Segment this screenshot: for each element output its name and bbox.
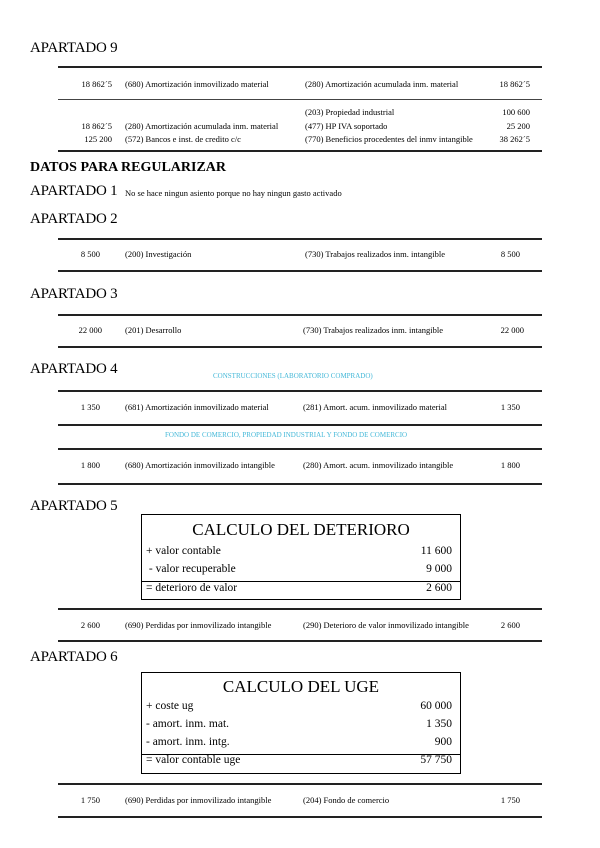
note-text: No se hace ningun asiento porque no hay ningun gasto activado <box>125 188 342 198</box>
amount-right: 38 262´5 <box>499 134 530 144</box>
amount-right: 1 800 <box>500 460 520 470</box>
calc-label: - valor recuperable <box>146 563 236 575</box>
calc-row <box>146 582 452 600</box>
box-title: CALCULO DEL UGE <box>222 677 380 696</box>
calc-label: + valor contable <box>146 545 221 557</box>
credit-account: (730) Trabajos realizados inm. intangible <box>303 325 443 335</box>
calc-label: - amort. inm. mat. <box>146 718 230 730</box>
rule <box>58 99 542 100</box>
rule <box>58 424 542 426</box>
amount-right: 100 600 <box>502 107 530 117</box>
rule <box>58 66 542 68</box>
calc-label: + coste ug <box>146 700 194 712</box>
apartado-5-title: APARTADO 5 <box>30 498 118 514</box>
amount-left: 125 200 <box>84 134 112 144</box>
amount-left: 1 750 <box>80 795 100 805</box>
rule <box>58 608 542 610</box>
calc-row <box>146 545 452 563</box>
amount-left: 18 862´5 <box>81 79 112 89</box>
amount-left: 1 350 <box>80 402 100 412</box>
calc-label: = valor contable uge <box>146 754 241 766</box>
credit-account: (280) Amortización acumulada inm. material <box>305 79 459 89</box>
credit-account: (281) Amort. acum. inmovilizado material <box>303 402 447 412</box>
calc-value: 60 000 <box>420 700 452 712</box>
apartado-6-title: APARTADO 6 <box>30 649 118 665</box>
credit-account: (204) Fondo de comercio <box>303 795 390 805</box>
rule <box>58 270 542 272</box>
caption: CONSTRUCCIONES (LABORATORIO COMPRADO) <box>213 372 373 380</box>
debit-account: (201) Desarrollo <box>125 325 182 335</box>
amount-left: 2 600 <box>80 620 100 630</box>
calc-label: - amort. inm. intg. <box>146 736 230 748</box>
calc-row <box>146 754 452 772</box>
debit-account: (690) Perdidas por inmovilizado intangible <box>125 795 272 805</box>
rule <box>58 150 542 152</box>
rule <box>58 314 542 316</box>
calc-row <box>146 718 452 736</box>
apartado-9-title: APARTADO 9 <box>30 40 118 56</box>
apartado-1-title: APARTADO 1 <box>30 183 118 199</box>
calc-label: = deterioro de valor <box>146 582 238 594</box>
calc-value: 11 600 <box>420 545 452 557</box>
debit-account: (280) Amortización acumulada inm. material <box>125 121 279 131</box>
box-title: CALCULO DEL DETERIORO <box>192 520 410 539</box>
amount-left: 8 500 <box>80 249 100 259</box>
amount-left: 1 800 <box>80 460 100 470</box>
rule <box>58 483 542 485</box>
calc-value: 57 750 <box>420 754 452 766</box>
apartado-3-title: APARTADO 3 <box>30 286 118 302</box>
amount-right: 8 500 <box>500 249 520 259</box>
section-heading: DATOS PARA REGULARIZAR <box>30 160 227 175</box>
rule <box>58 783 542 785</box>
calc-value: 9 000 <box>426 563 452 575</box>
amount-right: 1 750 <box>500 795 520 805</box>
amount-right: 25 200 <box>506 121 530 131</box>
calc-value: 2 600 <box>426 582 452 594</box>
amount-right: 22 000 <box>500 325 524 335</box>
calc-row <box>146 700 452 718</box>
caption: FONDO DE COMERCIO, PROPIEDAD INDUSTRIAL Y FONDO DE COMERCIO <box>165 431 408 439</box>
calc-row <box>146 563 452 581</box>
rule <box>58 816 542 818</box>
debit-account: (681) Amortización inmovilizado material <box>125 402 269 412</box>
debit-account: (690) Perdidas por inmovilizado intangible <box>125 620 272 630</box>
credit-account: (770) Beneficios procedentes del inmv intangible <box>305 134 473 144</box>
rule <box>58 390 542 392</box>
amount-right: 2 600 <box>500 620 520 630</box>
calc-value: 1 350 <box>426 718 452 730</box>
credit-account: (290) Deterioro de valor inmovilizado intangible <box>303 620 469 630</box>
amount-right: 18 862´5 <box>499 79 530 89</box>
credit-account: (730) Trabajos realizados inm. intangible <box>305 249 445 259</box>
amount-left: 22 000 <box>78 325 102 335</box>
credit-account: (280) Amort. acum. inmovilizado intangible <box>303 460 454 470</box>
apartado-2-title: APARTADO 2 <box>30 211 118 227</box>
rule <box>58 238 542 240</box>
calc-row <box>146 736 452 754</box>
calc-value: 900 <box>434 736 452 748</box>
rule <box>58 640 542 642</box>
debit-account: (680) Amortización inmovilizado intangible <box>125 460 275 470</box>
credit-account: (203) Propiedad industrial <box>305 107 395 117</box>
rule <box>58 346 542 348</box>
amount-right: 1 350 <box>500 402 520 412</box>
uge-calc-box <box>141 672 461 774</box>
debit-account: (572) Bancos e inst. de credito c/c <box>125 134 241 144</box>
credit-account: (477) HP IVA soportado <box>305 121 388 131</box>
rule <box>58 448 542 450</box>
debit-account: (680) Amortización inmovilizado material <box>125 79 269 89</box>
amount-left: 18 862´5 <box>81 121 112 131</box>
deterioro-calc-box <box>141 514 461 600</box>
apartado-4-title: APARTADO 4 <box>30 361 118 377</box>
debit-account: (200) Investigación <box>125 249 192 259</box>
